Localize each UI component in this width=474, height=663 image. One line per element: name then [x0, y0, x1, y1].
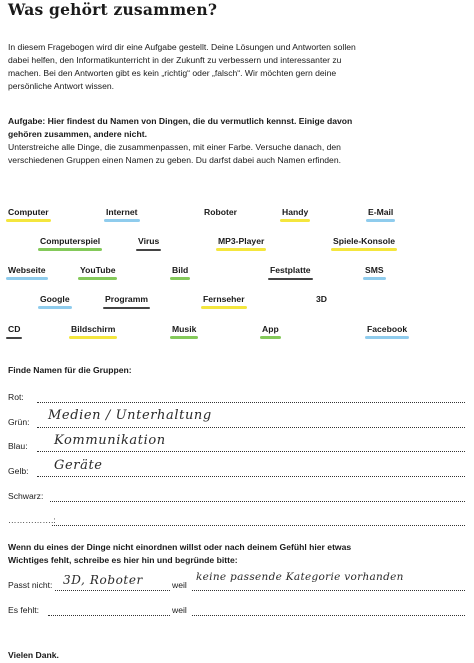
- word-mp3-player[interactable]: MP3-Player: [218, 236, 264, 248]
- underline-green: [170, 277, 190, 280]
- underline-yellow: [216, 248, 266, 251]
- passt-nicht-field[interactable]: [55, 590, 170, 591]
- group-label-rot: Rot:: [8, 392, 24, 402]
- underline-green: [38, 248, 102, 251]
- underline-blue: [365, 336, 409, 339]
- word-3d[interactable]: 3D: [316, 294, 327, 304]
- task-line: Unterstreiche alle Dinge, die zusammenpassen, mit einer Farbe. Versuche danach, den: [8, 142, 341, 152]
- word-e-mail[interactable]: E-Mail: [368, 207, 393, 219]
- extra-question: [8, 541, 468, 567]
- word-bildschirm[interactable]: Bildschirm: [71, 324, 115, 336]
- intro-line: dabei helfen, den Informatikunterricht in der Zukunft zu verbessern und interessanter zu: [8, 55, 342, 65]
- fehlt-reason-field[interactable]: [192, 615, 465, 616]
- word-facebook[interactable]: Facebook: [367, 324, 407, 336]
- underline-black: [268, 278, 313, 280]
- fehlt-weil-label: weil: [172, 605, 187, 615]
- underline-green: [78, 277, 117, 280]
- word-webseite[interactable]: Webseite: [8, 265, 46, 277]
- word-app[interactable]: App: [262, 324, 279, 336]
- underline-blue: [104, 219, 140, 222]
- word-computerspiel[interactable]: Computerspiel: [40, 236, 100, 248]
- word-sms[interactable]: SMS: [365, 265, 384, 277]
- page-title: Was gehört zusammen?: [8, 0, 218, 19]
- es-fehlt-label: Es fehlt:: [8, 605, 40, 615]
- underline-black: [136, 249, 161, 251]
- word-computer[interactable]: Computer: [8, 207, 49, 219]
- underline-yellow: [201, 306, 247, 309]
- word-virus[interactable]: Virus: [138, 236, 159, 248]
- word-musik[interactable]: Musik: [172, 324, 196, 336]
- underline-blue: [363, 277, 386, 280]
- group-field-rot[interactable]: [37, 402, 465, 403]
- group-field-custom[interactable]: [52, 525, 465, 526]
- word-bild[interactable]: Bild: [172, 265, 188, 277]
- passt-nicht-label: Passt nicht:: [8, 580, 53, 590]
- word-programm[interactable]: Programm: [105, 294, 148, 306]
- passt-weil-label: weil: [172, 580, 187, 590]
- groups-heading: Finde Namen für die Gruppen:: [8, 365, 132, 375]
- group-label-schwarz: Schwarz:: [8, 491, 44, 501]
- underline-blue: [38, 306, 72, 309]
- task-line-bold: gehören zusammen, andere nicht.: [8, 129, 147, 139]
- task-line: verschiedenen Gruppen einen Namen zu geben. Du darfst dabei auch Namen erfinden.: [8, 155, 341, 165]
- word-cd[interactable]: CD: [8, 324, 20, 336]
- intro-line: persönliche Antwort wissen.: [8, 81, 115, 91]
- word-festplatte[interactable]: Festplatte: [270, 265, 311, 277]
- group-field-schwarz[interactable]: [50, 501, 465, 502]
- underline-black: [103, 307, 150, 309]
- task-text: [8, 115, 468, 167]
- group-field-gelb[interactable]: [37, 476, 465, 477]
- group-answer-gruen: Medien / Unterhaltung: [48, 408, 212, 423]
- closing-text: Vielen Dank.: [8, 650, 59, 660]
- underline-blue: [366, 219, 395, 222]
- es-fehlt-field[interactable]: [48, 615, 170, 616]
- group-label-custom: …………….:: [8, 515, 56, 525]
- word-youtube[interactable]: YouTube: [80, 265, 115, 277]
- word-internet[interactable]: Internet: [106, 207, 138, 219]
- group-field-blau[interactable]: [37, 451, 465, 452]
- group-answer-gelb: Geräte: [54, 458, 103, 473]
- intro-line: machen. Bei den Antworten gibt es kein „richtig“ oder „falsch“. Wir möchten gern deine: [8, 68, 337, 78]
- word-spiele-konsole[interactable]: Spiele-Konsole: [333, 236, 395, 248]
- intro-line: In diesem Fragebogen wird dir eine Aufgabe gestellt. Deine Lösungen und Antworten sollen: [8, 42, 356, 52]
- passt-reason-field[interactable]: [192, 590, 465, 591]
- word-fernseher[interactable]: Fernseher: [203, 294, 245, 306]
- passt-nicht-answer: 3D, Roboter: [63, 573, 143, 587]
- task-line-bold: Aufgabe: Hier findest du Namen von Dingen, die du vermutlich kennst. Einige davon: [8, 116, 353, 126]
- underline-yellow: [280, 219, 310, 222]
- group-label-gruen: Grün:: [8, 417, 30, 427]
- underline-green: [260, 336, 281, 339]
- group-label-gelb: Gelb:: [8, 466, 29, 476]
- passt-reason-answer: keine passende Kategorie vorhanden: [196, 571, 404, 583]
- underline-black: [6, 337, 22, 339]
- intro-text: [8, 41, 468, 93]
- group-answer-blau: Kommunikation: [54, 433, 166, 448]
- extra-question-line: Wenn du eines der Dinge nicht einordnen willst oder nach deinem Gefühl hier etwas: [8, 542, 352, 552]
- underline-yellow: [69, 336, 117, 339]
- underline-green: [170, 336, 198, 339]
- word-roboter[interactable]: Roboter: [204, 207, 237, 217]
- word-google[interactable]: Google: [40, 294, 70, 306]
- word-handy[interactable]: Handy: [282, 207, 308, 219]
- underline-yellow: [6, 219, 51, 222]
- underline-blue: [6, 277, 48, 280]
- underline-yellow: [331, 248, 397, 251]
- extra-question-line: Wichtiges fehlt, schreibe es hier hin und begründe bitte:: [8, 555, 238, 565]
- group-label-blau: Blau:: [8, 441, 28, 451]
- group-field-gruen[interactable]: [37, 427, 465, 428]
